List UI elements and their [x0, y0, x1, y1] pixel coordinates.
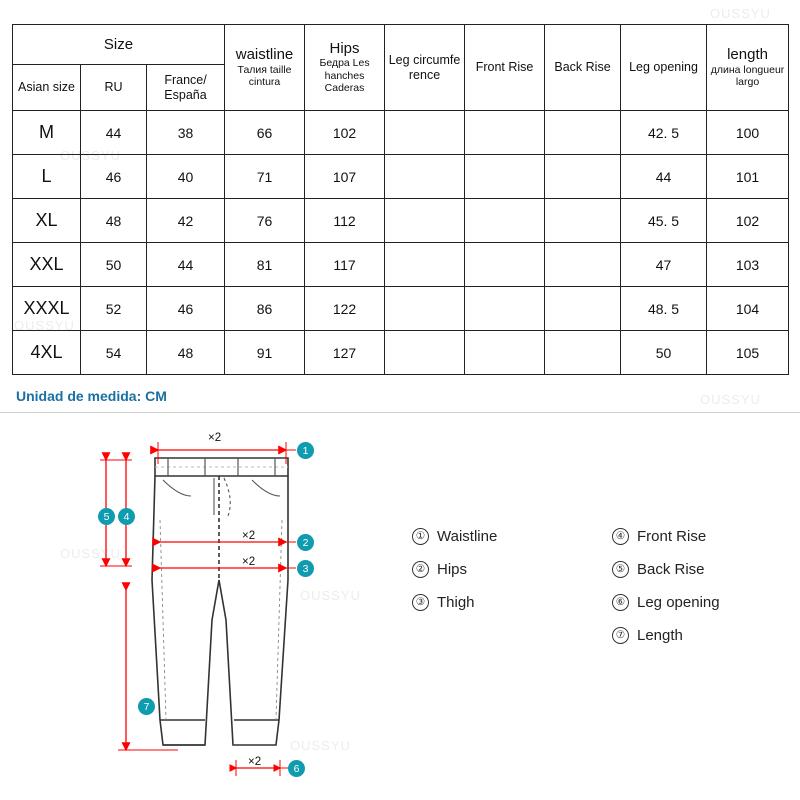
watermark: OUSSYU — [700, 392, 761, 407]
header-back-rise: Back Rise — [545, 25, 621, 111]
cell-length: 105 — [707, 331, 789, 375]
legend-item-front-rise — [612, 528, 782, 545]
legend-label-waistline: Waistline — [437, 528, 498, 545]
cell-leg-opening: 45. 5 — [621, 199, 707, 243]
circle-number-1-icon: ① — [412, 528, 429, 545]
table-header-row-1 — [13, 25, 789, 65]
legend-label-front-rise: Front Rise — [637, 528, 707, 545]
cell-france: 46 — [147, 287, 225, 331]
cell-leg-opening: 42. 5 — [621, 111, 707, 155]
legend-item-thigh — [412, 594, 612, 611]
header-size: Size — [13, 25, 225, 65]
cell-front-rise — [465, 243, 545, 287]
cell-ru: 44 — [81, 111, 147, 155]
cell-france: 40 — [147, 155, 225, 199]
cell-leg-opening: 50 — [621, 331, 707, 375]
header-length — [707, 25, 789, 111]
header-length-sub: длина longueur largo — [710, 63, 785, 89]
cell-ru: 48 — [81, 199, 147, 243]
cell-france: 42 — [147, 199, 225, 243]
cell-size: XXL — [13, 243, 81, 287]
watermark: OUSSYU — [710, 6, 771, 21]
cell-waistline: 81 — [225, 243, 305, 287]
cell-front-rise — [465, 331, 545, 375]
cell-leg-circ — [385, 199, 465, 243]
cell-ru: 46 — [81, 155, 147, 199]
cell-size: 4XL — [13, 331, 81, 375]
cell-back-rise — [545, 111, 621, 155]
cell-size: M — [13, 111, 81, 155]
cell-front-rise — [465, 155, 545, 199]
cell-waistline: 86 — [225, 287, 305, 331]
cell-front-rise — [465, 287, 545, 331]
circle-number-3-icon: ③ — [412, 594, 429, 611]
circle-number-4-icon: ④ — [612, 528, 629, 545]
cell-hips: 102 — [305, 111, 385, 155]
cell-length: 104 — [707, 287, 789, 331]
x2-label-thigh: ×2 — [242, 556, 256, 568]
legend-label-thigh: Thigh — [437, 594, 475, 611]
cell-leg-circ — [385, 331, 465, 375]
cell-waistline: 91 — [225, 331, 305, 375]
cell-waistline: 71 — [225, 155, 305, 199]
legend-item-waistline — [412, 528, 612, 545]
cell-back-rise — [545, 243, 621, 287]
table-row — [13, 111, 789, 155]
header-asian-size: Asian size — [13, 65, 81, 111]
legend-label-hips: Hips — [437, 561, 468, 578]
size-table — [12, 24, 789, 375]
badge-4-front-rise: 4 — [118, 508, 135, 525]
cell-france: 44 — [147, 243, 225, 287]
cell-length: 103 — [707, 243, 789, 287]
cell-ru: 52 — [81, 287, 147, 331]
cell-length: 101 — [707, 155, 789, 199]
cell-france: 38 — [147, 111, 225, 155]
watermark: OUSSYU — [60, 148, 121, 163]
size-table-container — [12, 24, 788, 375]
watermark: OUSSYU — [290, 738, 351, 753]
legend — [412, 520, 782, 652]
cell-waistline: 76 — [225, 199, 305, 243]
cell-leg-circ — [385, 111, 465, 155]
cell-hips: 117 — [305, 243, 385, 287]
header-waistline-sub: Талия taille cintura — [237, 63, 292, 89]
cell-ru: 54 — [81, 331, 147, 375]
cell-leg-opening: 44 — [621, 155, 707, 199]
cell-size: L — [13, 155, 81, 199]
badge-6-leg-opening: 6 — [288, 760, 305, 777]
header-front-rise: Front Rise — [465, 25, 545, 111]
legend-item-leg-opening — [612, 594, 782, 611]
table-row — [13, 155, 789, 199]
watermark: OUSSYU — [60, 546, 121, 561]
section-divider — [0, 412, 800, 413]
header-hips-sub: Бедра Les hanches Caderas — [319, 57, 370, 95]
watermark: OUSSYU — [300, 588, 361, 603]
header-leg-circumference: Leg circumfe rence — [385, 25, 465, 111]
table-row — [13, 243, 789, 287]
cell-leg-opening: 47 — [621, 243, 707, 287]
circle-number-5-icon: ⑤ — [612, 561, 629, 578]
cell-size: XXXL — [13, 287, 81, 331]
cell-length: 102 — [707, 199, 789, 243]
circle-number-6-icon: ⑥ — [612, 594, 629, 611]
x2-label-waistline: ×2 — [208, 432, 222, 444]
cell-hips: 107 — [305, 155, 385, 199]
legend-label-leg-opening: Leg opening — [637, 594, 720, 611]
cell-france: 48 — [147, 331, 225, 375]
header-hips — [305, 25, 385, 111]
badge-2-hips: 2 — [297, 534, 314, 551]
header-waistline — [225, 25, 305, 111]
legend-item-hips — [412, 561, 612, 578]
cell-back-rise — [545, 199, 621, 243]
cell-leg-circ — [385, 243, 465, 287]
unit-note: Unidad de medida: CM — [16, 388, 167, 404]
table-body — [13, 111, 789, 375]
cell-back-rise — [545, 155, 621, 199]
cell-leg-opening: 48. 5 — [621, 287, 707, 331]
pants-illustration — [0, 420, 420, 800]
x2-label-leg-opening: ×2 — [248, 756, 262, 768]
badge-7-length: 7 — [138, 698, 155, 715]
circle-number-2-icon: ② — [412, 561, 429, 578]
pants-diagram — [0, 420, 800, 800]
x2-label-hips: ×2 — [242, 530, 256, 542]
header-hips-label: Hips — [329, 39, 360, 57]
cell-leg-circ — [385, 155, 465, 199]
cell-hips: 122 — [305, 287, 385, 331]
circle-number-7-icon: ⑦ — [612, 627, 629, 644]
cell-size: XL — [13, 199, 81, 243]
header-leg-opening: Leg opening — [621, 25, 707, 111]
cell-leg-circ — [385, 287, 465, 331]
cell-waistline: 66 — [225, 111, 305, 155]
legend-label-back-rise: Back Rise — [637, 561, 705, 578]
legend-item-length — [612, 627, 782, 644]
table-row — [13, 331, 789, 375]
legend-label-length: Length — [637, 627, 683, 644]
cell-hips: 127 — [305, 331, 385, 375]
header-waistline-label: waistline — [235, 46, 294, 64]
cell-length: 100 — [707, 111, 789, 155]
cell-back-rise — [545, 287, 621, 331]
cell-front-rise — [465, 199, 545, 243]
cell-back-rise — [545, 331, 621, 375]
table-row — [13, 287, 789, 331]
legend-item-back-rise — [612, 561, 782, 578]
badge-3-thigh: 3 — [297, 560, 314, 577]
cell-front-rise — [465, 111, 545, 155]
badge-5-back-rise: 5 — [98, 508, 115, 525]
header-ru: RU — [81, 65, 147, 111]
badge-1-waistline: 1 — [297, 442, 314, 459]
cell-ru: 50 — [81, 243, 147, 287]
header-length-label: length — [727, 46, 768, 64]
cell-hips: 112 — [305, 199, 385, 243]
table-row — [13, 199, 789, 243]
header-france-espana: France/ España — [147, 65, 225, 111]
watermark: OUSSYU — [14, 318, 75, 333]
